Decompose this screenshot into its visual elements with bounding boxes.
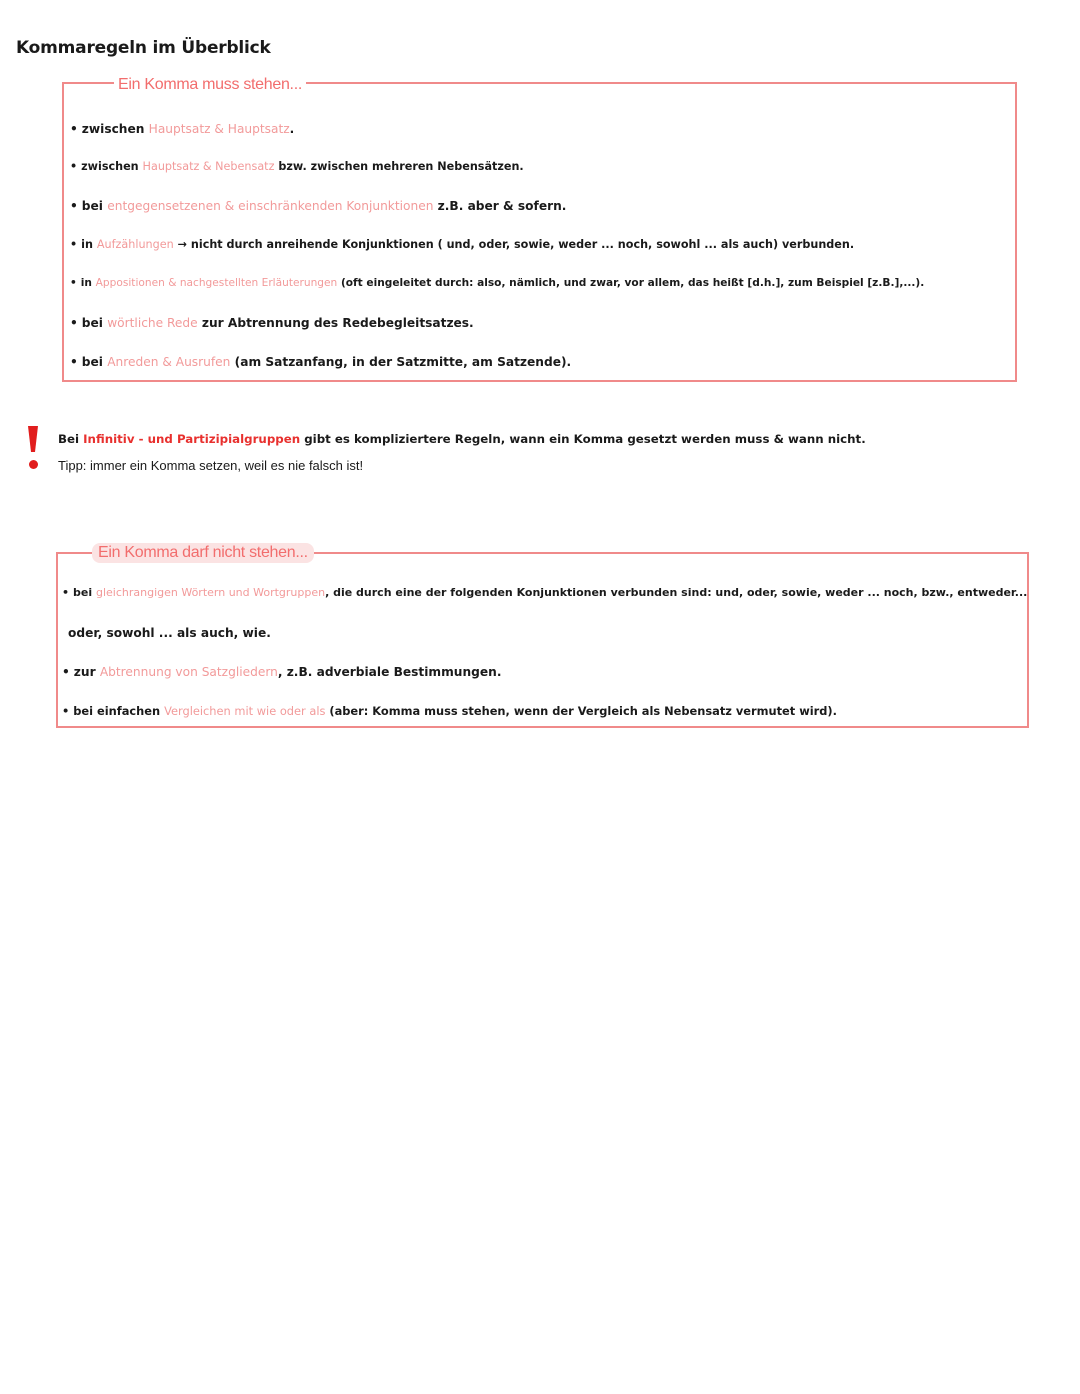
tip-text: Tipp: immer ein Komma setzen, weil es nie falsch ist! xyxy=(58,458,364,473)
list-item: • zwischen Hauptsatz & Nebensatz bzw. zwischen mehreren Nebensätzen. xyxy=(70,160,524,173)
page-title: Kommaregeln im Überblick xyxy=(16,38,271,58)
list-item: oder, sowohl ... als auch, wie. xyxy=(68,626,271,640)
list-item: • zwischen Hauptsatz & Hauptsatz. xyxy=(70,122,295,136)
list-item: • bei einfachen Vergleichen mit wie oder als (aber: Komma muss stehen, wenn der Vergleich als Nebensatz vermutet wird). xyxy=(62,704,837,718)
list-item: • bei Anreden & Ausrufen (am Satzanfang, in der Satzmitte, am Satzende). xyxy=(70,355,572,369)
list-item: • bei entgegensetzenen & einschränkenden Konjunktionen z.B. aber & sofern. xyxy=(70,199,567,213)
list-item: • bei gleichrangigen Wörtern und Wortgruppen, die durch eine der folgenden Konjunktionen verbunden sind: und, oder, sowie, weder ... noch, bzw., entweder... xyxy=(62,586,1028,599)
exclamation-icon xyxy=(28,426,38,452)
warning-text: Bei Infinitiv - und Partizipialgruppen gibt es kompliziertere Regeln, wann ein Komma gesetzt werden muss & wann nicht. xyxy=(58,432,866,446)
list-item: • zur Abtrennung von Satzgliedern, z.B. adverbiale Bestimmungen. xyxy=(62,665,502,679)
list-item: • bei wörtliche Rede zur Abtrennung des Redebegleitsatzes. xyxy=(70,316,474,330)
rule-box-must-not-label: Ein Komma darf nicht stehen... xyxy=(92,543,314,563)
rule-box-must-not xyxy=(56,552,1029,728)
exclamation-dot-icon xyxy=(29,460,38,469)
rule-box-must-label: Ein Komma muss stehen... xyxy=(114,76,306,94)
list-item: • in Aufzählungen → nicht durch anreihende Konjunktionen ( und, oder, sowie, weder ... noch, sowohl ... als auch) verbunden. xyxy=(70,238,855,251)
list-item: • in Appositionen & nachgestellten Erläuterungen (oft eingeleitet durch: also, nämlich, und zwar, vor allem, das heißt [d.h.], zum Beispiel [z.B.],...). xyxy=(70,277,925,289)
